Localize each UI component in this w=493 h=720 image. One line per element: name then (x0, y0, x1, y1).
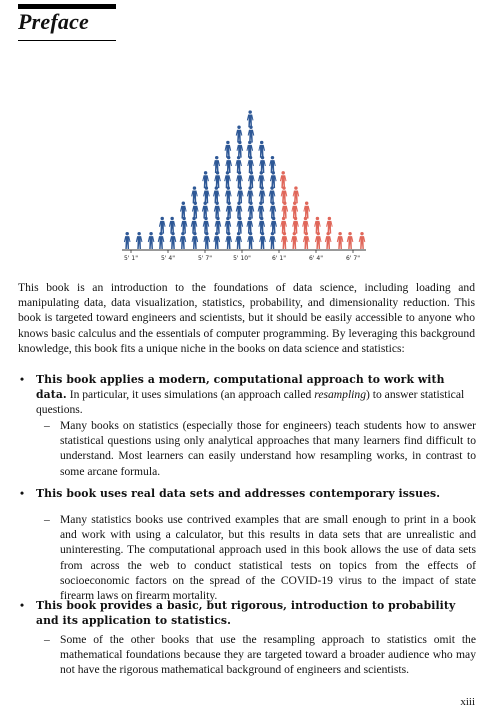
person-icon (192, 232, 199, 249)
person-icon (237, 186, 244, 203)
person-icon (203, 217, 210, 234)
person-icon (214, 171, 221, 188)
person-icon (159, 217, 166, 234)
person-icon (280, 217, 287, 234)
person-icon (248, 126, 255, 143)
person-icon (225, 217, 232, 234)
person-icon (202, 171, 209, 188)
person-icon (359, 232, 366, 249)
person-icon (292, 217, 299, 234)
bullet-1-heading: This book applies a modern, computational approach to work with data. (36, 373, 445, 402)
person-icon (237, 217, 244, 234)
person-icon (170, 232, 177, 249)
page-number: xiii (460, 696, 475, 708)
person-icon (247, 232, 254, 249)
person-icon (281, 186, 288, 203)
person-icon (270, 202, 277, 219)
person-icon (225, 141, 232, 158)
person-icon (236, 171, 243, 188)
person-icon (192, 202, 199, 219)
person-icon (246, 141, 253, 158)
person-icon (291, 232, 298, 249)
person-icon (202, 202, 209, 219)
person-icon (259, 156, 266, 173)
person-icon (248, 202, 255, 219)
bullet-icon: • (20, 373, 25, 386)
x-tick-label: 5' 1" (124, 255, 138, 262)
person-icon (270, 217, 277, 234)
person-icon (191, 217, 198, 234)
bullet-3 (20, 598, 476, 628)
person-icon (302, 217, 309, 234)
page-title: Preface (18, 9, 90, 34)
person-icon (225, 156, 232, 173)
x-tick-label: 5' 10" (233, 255, 251, 262)
person-icon (258, 217, 265, 234)
person-icon (148, 232, 155, 249)
person-icon (226, 202, 233, 219)
bullet-3-heading: This book provides a basic, but rigorous, introduction to probability and its application to statistics. (36, 599, 456, 628)
person-icon (269, 186, 276, 203)
person-icon (291, 202, 298, 219)
person-icon (259, 186, 266, 203)
person-icon (326, 217, 333, 234)
person-icon (293, 186, 300, 203)
person-icon (203, 186, 210, 203)
person-icon (269, 156, 276, 173)
person-icon (247, 110, 254, 127)
person-icon (258, 141, 265, 158)
bullet-icon: • (20, 599, 25, 612)
intro-paragraph: This book is an introduction to the foundations of data science, including loading and manipulating data, data visualization, statistics, probability, and dimensionality reduction. This book is targeted toward engineers and scientists, but it should be easily accessible to anyone who knows basic calculus and the essentials of computer programming. By leveraging this background knowledge, this book fits a unique niche in the books on data science and statistics: (18, 281, 475, 355)
bullet-2-heading: This book uses real data sets and addresses contemporary issues. (36, 487, 441, 500)
person-icon (270, 171, 277, 188)
height-distribution-figure (118, 92, 370, 264)
person-icon (248, 171, 255, 188)
bullet-2-sub: – Many statistics books use contrived examples that are small enough to print in a book and work with using a calculator, but this results in data sets that are unrealistic and uninteresting. The computational approach used in this book allows the use of data sets from across the web to conduct statistical tests on topics from the effects of socioeconomic factors on the spread of the COVID-19 virus to the impact of state firearm laws on firearm mortality. (44, 513, 476, 603)
x-tick-label: 6' 4" (309, 255, 323, 262)
dash-icon: – (44, 513, 50, 526)
person-icon (214, 202, 221, 219)
person-icon (204, 232, 211, 249)
person-icon (258, 202, 265, 219)
person-icon (315, 232, 322, 249)
person-icon (181, 217, 188, 234)
person-icon (247, 186, 254, 203)
person-icon (215, 217, 222, 234)
person-icon (303, 232, 310, 249)
person-icon (213, 156, 220, 173)
dash-icon: – (44, 419, 50, 432)
bullet-1: • This book applies a modern, computational approach to work with data. In particular, it uses simulations (an approach called resampling) to answer statistical questions. (20, 373, 465, 417)
person-icon (225, 232, 232, 249)
person-icon (237, 141, 244, 158)
x-tick-label: 6' 1" (272, 255, 286, 262)
person-icon (180, 232, 187, 249)
x-tick-label: 6' 7" (346, 255, 360, 262)
person-icon (136, 232, 143, 249)
person-icon (347, 232, 354, 249)
bullet-2 (20, 486, 476, 501)
person-icon (180, 202, 187, 219)
bullet-1-sub: – Many books on statistics (especially those for engineers) teach students how to answer statistical questions using only analytical approaches that many learners find difficult to understand. Most learners can easily understand how resampling works, in contrast to some arcane formula. (44, 419, 476, 478)
person-icon (236, 202, 243, 219)
people-histogram-svg (118, 92, 370, 264)
person-icon (235, 232, 242, 249)
person-icon (337, 232, 344, 249)
person-icon (325, 232, 332, 249)
person-icon (191, 186, 198, 203)
person-icon (235, 156, 242, 173)
person-icon (169, 217, 176, 234)
person-icon (124, 232, 131, 249)
x-tick-label: 5' 4" (161, 255, 175, 262)
person-icon (247, 156, 254, 173)
person-icon (280, 171, 287, 188)
person-icon (158, 232, 165, 249)
bullet-3-sub: – Some of the other books that use the resampling approach to statistics omit the mathematical foundations because they are targeted toward a broader audience who may not have the rigorous mathematical background of engineers and scientists. (44, 633, 476, 677)
person-icon (281, 232, 288, 249)
person-icon (303, 202, 310, 219)
person-icon (282, 202, 289, 219)
person-icon (269, 232, 276, 249)
person-icon (258, 171, 265, 188)
dash-icon: – (44, 633, 50, 646)
person-icon (259, 232, 266, 249)
person-icon (213, 232, 220, 249)
bullet-icon: • (20, 487, 25, 500)
person-icon (236, 126, 243, 143)
person-icon (314, 217, 321, 234)
person-icon (213, 186, 220, 203)
person-icon (246, 217, 253, 234)
title-bottom-rule (18, 40, 116, 41)
person-icon (225, 186, 232, 203)
person-icon (224, 171, 231, 188)
x-tick-label: 5' 7" (198, 255, 212, 262)
